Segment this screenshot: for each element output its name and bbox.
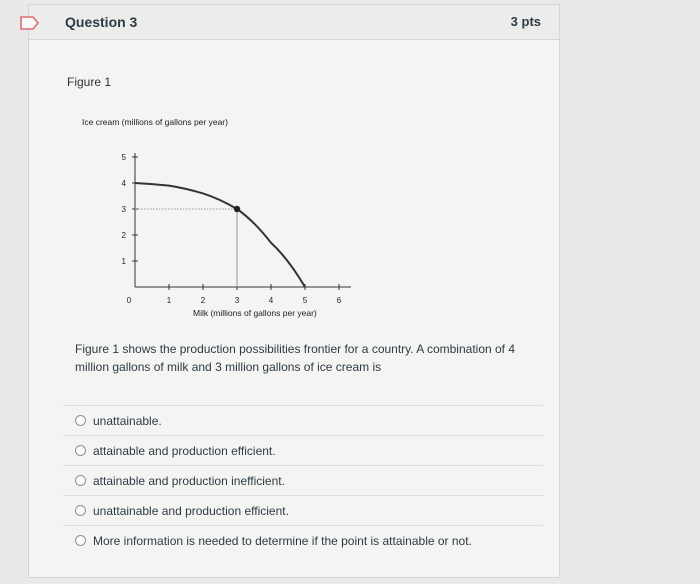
x-tick-label: 5 xyxy=(302,296,308,305)
answer-option[interactable] xyxy=(63,465,543,495)
y-axis-label: Ice cream (millions of gallons per year) xyxy=(82,117,228,127)
question-card xyxy=(28,4,560,578)
radio-button[interactable] xyxy=(75,535,86,546)
question-title: Question 3 xyxy=(65,14,138,30)
x-tick-label: 4 xyxy=(268,296,274,305)
question-points: 3 pts xyxy=(510,14,541,29)
y-tick-label: 5 xyxy=(121,153,126,162)
x-tick-label: 6 xyxy=(336,296,342,305)
question-prompt: Figure 1 shows the production possibilities frontier for a country. A combination of 4 million gallons of milk and 3 million gallons of ice cream is xyxy=(75,342,516,374)
figure-label: Figure 1 xyxy=(67,75,112,89)
answer-list xyxy=(63,405,543,555)
radio-button[interactable] xyxy=(75,475,86,486)
x-tick-label: 2 xyxy=(200,296,206,305)
ppf-curve xyxy=(135,183,305,287)
question-header xyxy=(29,5,559,40)
answer-label: More information is needed to determine if the point is attainable or not. xyxy=(93,533,472,548)
answer-option[interactable] xyxy=(63,405,543,435)
radio-button[interactable] xyxy=(75,505,86,516)
answer-label: attainable and production efficient. xyxy=(93,443,276,458)
y-tick-label: 1 xyxy=(121,257,126,266)
answer-label: unattainable and production efficient. xyxy=(93,503,289,518)
x-axis-label: Milk (millions of gallons per year) xyxy=(193,308,317,318)
answer-option[interactable] xyxy=(63,525,543,555)
answer-option[interactable] xyxy=(63,435,543,465)
x-tick-label: 0 xyxy=(126,296,132,305)
answer-label: attainable and production inefficient. xyxy=(93,473,285,488)
highlight-point xyxy=(234,206,240,212)
ppf-chart xyxy=(69,110,389,330)
answer-label: unattainable. xyxy=(93,413,162,428)
flag-question-icon[interactable] xyxy=(19,15,41,31)
y-tick-label: 3 xyxy=(121,205,126,214)
x-tick-label: 3 xyxy=(234,296,240,305)
y-tick-label: 4 xyxy=(121,179,126,188)
radio-button[interactable] xyxy=(75,445,86,456)
answer-option[interactable] xyxy=(63,495,543,525)
y-tick-label: 2 xyxy=(121,231,126,240)
radio-button[interactable] xyxy=(75,415,86,426)
x-tick-label: 1 xyxy=(166,296,172,305)
